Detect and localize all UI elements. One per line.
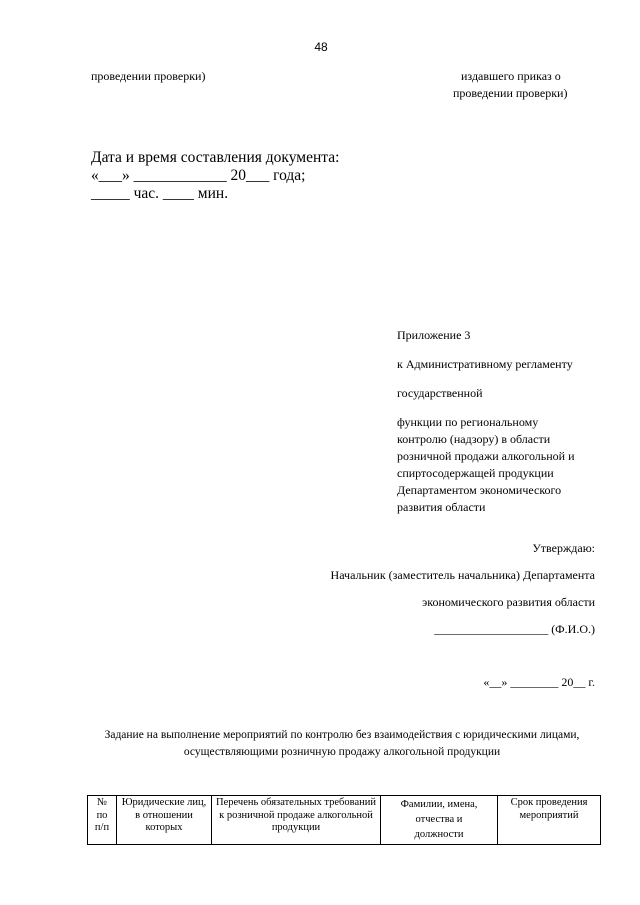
datetime-line1: Дата и время составления документа: xyxy=(91,149,340,166)
header-cell-officials xyxy=(381,796,498,845)
top-right-line1: издавшего приказ о xyxy=(461,69,561,83)
header-cell-requirements xyxy=(212,796,381,845)
header-line: Перечень обязательных требований xyxy=(216,797,376,808)
header-line: № xyxy=(96,797,108,808)
header-line: Срок проведения xyxy=(510,797,588,808)
appendix-line: к Административному регламенту xyxy=(397,357,573,371)
header-cell-deadline xyxy=(498,796,601,845)
page-number: 48 xyxy=(314,40,328,54)
header-line: по xyxy=(96,809,108,821)
header-line: Юридические лиц, xyxy=(121,797,207,808)
header-line: Фамилии, имена, xyxy=(400,799,478,810)
approver-position: Начальник (заместитель начальника) Департамента xyxy=(330,568,595,582)
appendix-line: контролю (надзору) в области xyxy=(397,432,551,446)
appendix-line: развития области xyxy=(397,500,486,514)
tasks-table xyxy=(87,795,601,845)
header-line: мероприятий xyxy=(519,809,579,821)
header-cell-legal-entities xyxy=(117,796,212,845)
document-title-line2: осуществляющими розничную продажу алкогольной продукции xyxy=(183,746,501,758)
approve-label: Утверждаю: xyxy=(532,541,595,555)
header-cell-number xyxy=(88,796,117,845)
header-line: п/п xyxy=(94,822,110,833)
appendix-block xyxy=(397,327,575,516)
header-line: к розничной продаже алкогольной xyxy=(219,809,373,821)
appendix-line: Приложение 3 xyxy=(397,328,471,342)
approver-department: экономического развития области xyxy=(422,595,595,609)
header-line: которых xyxy=(145,822,183,833)
appendix-line: Департаментом экономического xyxy=(397,483,562,497)
datetime-line3: _____ час. ____ мин. xyxy=(91,185,229,202)
appendix-line: государственной xyxy=(397,386,483,400)
top-right-line2: проведении проверки) xyxy=(453,86,568,100)
appendix-line: спиртосодержащей продукции xyxy=(397,466,554,480)
header-line: отчества и xyxy=(415,814,463,825)
header-line: должности xyxy=(414,829,464,840)
header-line: в отношении xyxy=(135,809,193,821)
appendix-line: функции по региональному xyxy=(397,415,539,429)
table-header-row xyxy=(88,796,601,845)
approver-signature-line: ___________________ (Ф.И.О.) xyxy=(434,622,595,636)
appendix-line: розничной продажи алкогольной и xyxy=(397,449,575,463)
top-left-text: проведении проверки) xyxy=(91,69,206,83)
datetime-line2: «___» ____________ 20___ года; xyxy=(91,167,306,184)
header-line: продукции xyxy=(271,822,321,833)
document-title-line1: Задание на выполнение мероприятий по контролю без взаимодействия с юридическими лицами, xyxy=(104,729,580,741)
approval-date: «__» ________ 20__ г. xyxy=(483,675,595,689)
